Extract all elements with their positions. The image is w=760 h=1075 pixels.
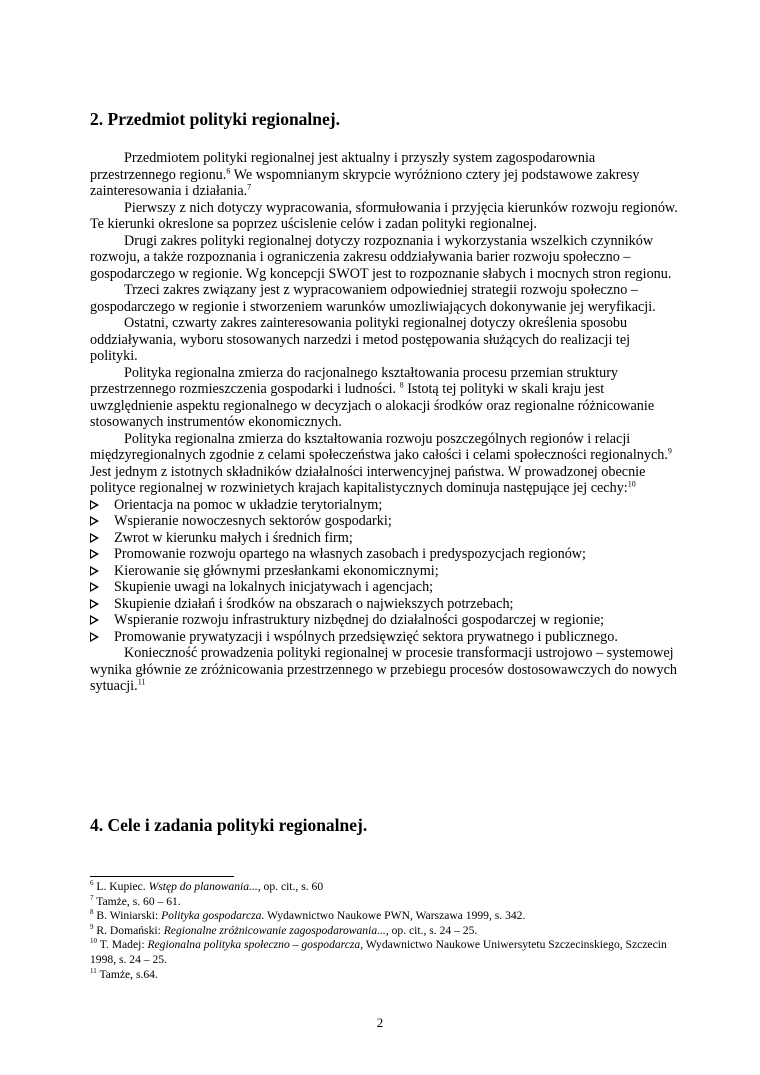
footnote-ref: 10 — [627, 479, 636, 489]
list-item: Wspieranie nowoczesnych sektorów gospodarki; — [90, 513, 680, 530]
paragraph-text: Pierwszy z nich dotyczy wypracowania, sformułowania i przyjęcia kierunków rozwoju regionów. Te kierunki okreslone sa poprzez uścislenie celów i zadan polityki regionalnej. — [90, 199, 678, 232]
arrow-bullet-icon — [90, 500, 99, 510]
paragraph — [90, 431, 680, 497]
closing-paragraph — [90, 645, 680, 695]
footnote: $^6$ L. Kupiec. Wstęp do planowania..., op. cit., s. 60 — [90, 879, 324, 893]
list-item: Skupienie uwagi na lokalnych inicjatywach i agencjach; — [90, 579, 680, 596]
list-item: Orientacja na pomoc w układzie terytorialnym; — [90, 497, 680, 514]
footnote: $^{11}$ Tamże, s.64. — [90, 966, 158, 981]
footnote: $^9$ R. Domański: Regionalne zróżnicowanie zagospodarowania..., op. cit., s. 24 – 25. — [90, 922, 478, 937]
paragraph-text: Drugi zakres polityki regionalnej dotyczy rozpoznania i wykorzystania wszelkich czynników rozwoju, a także rozpoznania i ograniczenia zakresu oddziaływania barier rozwoju społeczno – gospodarczego w regionie. Wg koncepcji SWOT jest to rozpoznanie słabych i mocnych stron regionu. — [90, 232, 672, 282]
arrow-bullet-icon — [90, 516, 99, 526]
arrow-bullet-icon — [90, 632, 99, 642]
section-heading-2: 2. Przedmiot polityki regionalnej. — [90, 109, 340, 129]
footnote-ref: 9 — [667, 446, 672, 456]
footnote-separator — [90, 876, 234, 877]
arrow-bullet-icon — [90, 599, 99, 609]
feature-list — [90, 497, 680, 646]
footnote-ref: 6 — [226, 165, 231, 175]
list-item: Wspieranie rozwoju infrastruktury nizbędnej do działalności gospodarczej w regionie; — [90, 612, 680, 629]
arrow-bullet-icon — [90, 615, 99, 625]
footnote-ref: 8 — [399, 380, 404, 390]
paragraph-text: Ostatni, czwarty zakres zainteresowania polityki regionalnej dotyczy określenia sposobu oddziaływania, wyboru stosowanych narzedzi i metod postępowania służących do realizacji tej polityki. — [90, 315, 631, 364]
arrow-bullet-icon — [90, 549, 99, 559]
list-item: Zwrot w kierunku małych i średnich firm; — [90, 530, 680, 547]
paragraph-text: Konieczność prowadzenia polityki regionalnej w procesie transformacji ustrojowo – systemowej wynika głównie ze zróżnicowania przestrzennego w przebiegu procesów dostosowawczych do nowych sytuacji. — [90, 645, 677, 694]
paragraph — [90, 282, 680, 315]
paragraph-text: Jest jednym z istotnych składników działalności interwencyjnej państwa. W prowadzonej obecnie polityce regionalnej w rozwinietych krajach kapitalistycznych dominuja następujące jej cechy: — [90, 463, 646, 496]
footnote-ref: 7 — [247, 182, 252, 192]
body-text — [90, 150, 680, 695]
footnote: $^8$ B. Winiarski: Polityka gospodarcza. Wydawnictwo Naukowe PWN, Warszawa 1999, s. 342. — [90, 908, 526, 923]
arrow-bullet-icon — [90, 533, 99, 543]
page-number: 2 — [376, 1015, 384, 1030]
paragraph-text: We wspomnianym skrypcie wyróżniono cztery jej podstawowe zakresy zainteresowania i działania. — [90, 166, 640, 199]
footnotes — [90, 880, 680, 982]
section-heading-4: 4. Cele i zadania polityki regionalnej. — [90, 815, 368, 835]
list-item: Skupienie działań i środków na obszarach o najwiekszych potrzebach; — [90, 596, 680, 613]
paragraph — [90, 365, 680, 431]
paragraph-text: Istotą tej polityki w skali kraju jest uwzględnienie aspektu regionalnego w decyzjach o alokacji środków oraz regionalne różnicowanie stosowanych instrumentów ekonomicznych. — [90, 381, 655, 430]
paragraph-text: Polityka regionalna zmierza do kształtowania rozwoju poszczególnych regionów i relacji międzyregionalnych zgodnie z celami społeczeństwa jako całości i celami społeczności regionalnych. — [90, 430, 668, 463]
footnote-ref: 11 — [137, 677, 146, 687]
paragraph-text: Przedmiotem polityki regionalnej jest aktualny i przyszły system zagospodarownia przestrzennego regionu. — [90, 150, 596, 183]
list-item: Promowanie prywatyzacji i wspólnych przedsięwzięć sektora prywatnego i publicznego. — [90, 629, 680, 646]
arrow-bullet-icon — [90, 566, 99, 576]
list-item: Kierowanie się głównymi przesłankami ekonomicznymi; — [90, 563, 680, 580]
arrow-bullet-icon — [90, 582, 99, 592]
list-item: Promowanie rozwoju opartego na własnych zasobach i predyspozycjach regionów; — [90, 546, 680, 563]
paragraph-text: Polityka regionalna zmierza do racjonalnego kształtowania procesu przemian struktury przestrzennego rozmieszczenia gospodarki i ludności. — [90, 364, 619, 397]
paragraph — [90, 233, 680, 283]
paragraph-text: Trzeci zakres związany jest z wypracowaniem odpowiedniej strategii rozwoju społeczno – gospodarczego w regionie i stworzeniem warunków umozliwiających dokonywanie jej weryfikacji. — [90, 282, 656, 315]
footnote: $^7$ Tamże, s. 60 – 61. — [90, 893, 181, 908]
paragraph — [90, 315, 680, 365]
paragraph — [90, 200, 680, 233]
paragraph — [90, 150, 680, 200]
footnote: $^{10}$ T. Madej: Regionalna polityka społeczno – gospodarcza, Wydawnictwo Naukowe Uniwersytetu Szczecinskiego, Szczecin 1998, s. 24 – 25. — [90, 937, 667, 966]
